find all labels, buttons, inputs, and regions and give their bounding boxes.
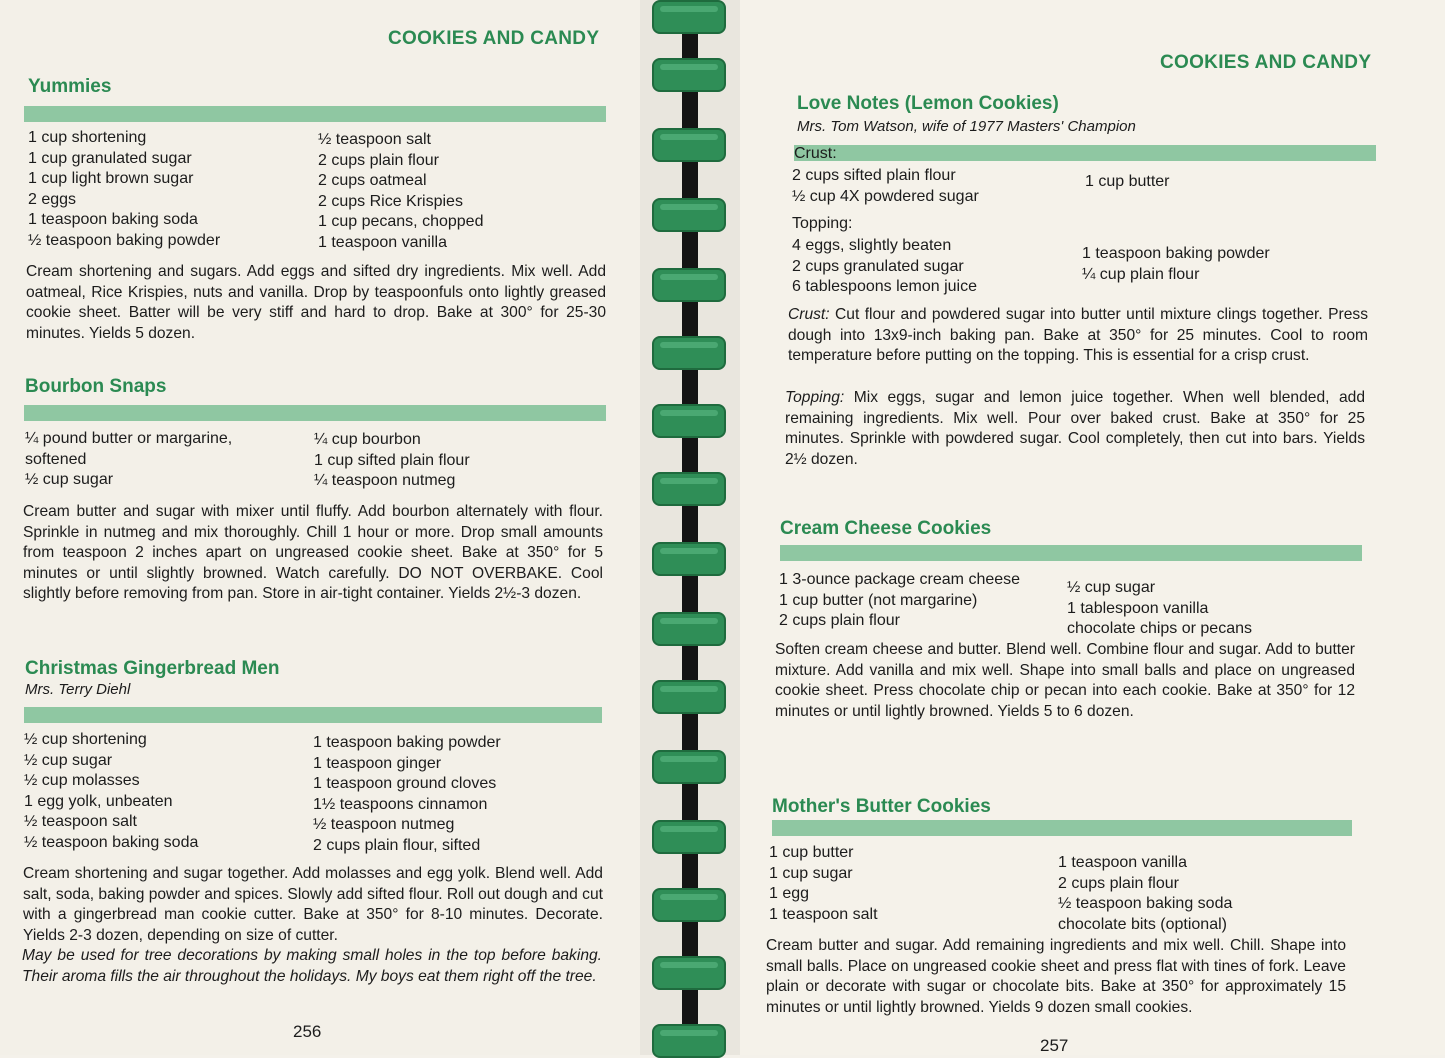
directions-text: Cut flour and powdered sugar into butter until mixture clings together. Press dough into 13x9-inch baking pan. Bake at 350° for 25 minutes. Cool to room temperature before putting on the topping. This is essential for a crisp crust. xyxy=(788,306,1368,364)
ingredient: 1 teaspoon baking powder xyxy=(313,734,501,751)
ingredient: ½ teaspoon baking powder xyxy=(28,231,221,249)
title-rule xyxy=(24,405,606,421)
ingredient: ½ teaspoon salt xyxy=(318,131,431,148)
ingredient: ½ cup shortening xyxy=(24,731,147,748)
ingredient: 2 eggs xyxy=(28,190,77,208)
ingredient: 4 eggs, slightly beaten xyxy=(792,237,952,254)
binding-ring xyxy=(652,472,726,506)
ingredient: 1 egg xyxy=(769,885,810,902)
directions-text: Mix eggs, sugar and lemon juice together. When well blended, add remaining ingredients. Mix well. Pour over baked crust. Bake at 350° for 25 minutes. Sprinkle with powdered sugar. Cool completely, then cut into bars. Yields 2½ dozen. xyxy=(785,389,1365,468)
ingredient: 2 cups granulated sugar xyxy=(792,257,964,275)
ingredient: 1 teaspoon baking powder xyxy=(1082,245,1270,262)
binding-ring xyxy=(652,750,726,784)
right-page xyxy=(740,0,1445,1055)
recipe-directions: Cream shortening and sugar together. Add molasses and egg yolk. Blend well. Add salt, soda, baking powder and spices. Slowly add sifted flour. Roll out dough and cut with a gingerbread man cookie cutter. Bake at 350° for 8-10 minutes. Decorate. Yields 2-3 dozen, depending on size of cutter. xyxy=(23,865,603,944)
ingredient: 2 cups plain flour, sifted xyxy=(313,836,481,854)
ingredient-list xyxy=(1067,578,1252,640)
binding-ring xyxy=(652,128,726,162)
ingredient: ¼ cup plain flour xyxy=(1082,265,1200,283)
recipe-directions xyxy=(788,305,1368,367)
binding-ring xyxy=(652,680,726,714)
recipe-title: Christmas Gingerbread Men xyxy=(25,658,280,679)
title-rule xyxy=(794,145,1376,161)
ingredient: chocolate chips or pecans xyxy=(1067,620,1252,637)
ingredient: 1 teaspoon ginger xyxy=(313,754,442,772)
binding-ring xyxy=(652,336,726,370)
ingredient-list xyxy=(25,429,232,491)
ingredient: 1 cup shortening xyxy=(28,129,147,146)
ingredient: 1 teaspoon baking soda xyxy=(28,211,198,228)
ingredient: 1½ teaspoons cinnamon xyxy=(313,795,488,813)
ingredient: 1 cup butter xyxy=(1085,173,1170,190)
page-number: 256 xyxy=(293,1022,322,1041)
recipe-title: Yummies xyxy=(28,76,112,97)
left-page xyxy=(0,0,640,1055)
recipe-directions: Cream butter and sugar with mixer until fluffy. Add bourbon alternately with flour. Sprinkle in nutmeg and mix thoroughly. Chill 1 hour or more. Drop small amounts from teaspoon 2 inches apart on ungreased cookie sheet. Bake at 350° for 5 minutes or until slightly browned. Watch carefully. DO NOT OVERBAKE. Cool slightly before removing from pan. Store in air-tight container. Yields 2½-3 dozen. xyxy=(23,503,603,602)
section-label: Topping: xyxy=(792,215,853,232)
ingredient: 1 3-ounce package cream cheese xyxy=(779,571,1021,588)
ingredient-list xyxy=(1085,172,1170,193)
binding-ring xyxy=(652,1024,726,1058)
ingredient: 1 teaspoon salt xyxy=(769,905,878,923)
ingredient-list xyxy=(779,570,1020,632)
ingredient-list xyxy=(24,730,198,853)
binding-ring xyxy=(652,612,726,646)
recipe-title: Mother's Butter Cookies xyxy=(772,796,991,817)
ingredient: 1 cup granulated sugar xyxy=(28,149,192,167)
ingredient: 1 cup sugar xyxy=(769,864,853,882)
ingredient-list xyxy=(28,128,220,251)
ingredient: 2 cups plain flour xyxy=(318,151,439,169)
recipe-author: Mrs. Terry Diehl xyxy=(25,681,131,698)
ingredient-list xyxy=(313,733,501,856)
ingredient: 1 cup pecans, chopped xyxy=(318,213,484,230)
ingredient: ½ teaspoon baking soda xyxy=(24,833,199,851)
ingredient-list xyxy=(314,430,470,492)
binding-ring xyxy=(652,820,726,854)
ingredient: 1 teaspoon ground cloves xyxy=(313,775,497,792)
binding-ring xyxy=(652,888,726,922)
ingredient: ½ cup sugar xyxy=(1067,579,1156,596)
recipe-directions: Soften cream cheese and butter. Blend well. Combine flour and sugar. Add to butter mixture. Add vanilla and mix well. Shape into small balls and place on ungreased cookie sheet. Press chocolate chip or pecan into each cookie. Bake at 350° for 12 minutes or until lightly browned. Yields 5 to 6 dozen. xyxy=(775,641,1355,720)
recipe-directions: Cream butter and sugar. Add remaining ingredients and mix well. Chill. Shape into small balls. Place on ungreased cookie sheet and press flat with tines of fork. Leave plain or decorate with sugar or chocolate bits. Bake at 350° for approximately 15 minutes or until lightly browned. Yields 9 dozen small cookies. xyxy=(766,937,1346,1016)
page-header: COOKIES AND CANDY xyxy=(1160,52,1372,73)
ingredient: 1 cup sifted plain flour xyxy=(314,451,470,469)
ingredient-list xyxy=(1082,244,1270,285)
ingredient: 1 egg yolk, unbeaten xyxy=(24,792,173,810)
binding-ring xyxy=(652,58,726,92)
ingredient: ½ cup 4X powdered sugar xyxy=(792,187,979,205)
binding-ring xyxy=(652,542,726,576)
ingredient: ½ cup sugar xyxy=(25,471,114,488)
page-header: COOKIES AND CANDY xyxy=(388,28,600,49)
binding-ring xyxy=(652,268,726,302)
ingredient: ¼ cup bourbon xyxy=(314,431,421,448)
title-rule xyxy=(772,820,1352,836)
ingredient: 1 cup butter xyxy=(769,844,854,861)
directions-label: Crust: xyxy=(788,306,830,323)
directions-label: Topping: xyxy=(785,389,845,406)
ingredient: 1 cup butter (not margarine) xyxy=(779,591,978,609)
ingredient-list xyxy=(769,843,878,925)
ingredient: ½ teaspoon salt xyxy=(24,813,137,830)
recipe-directions xyxy=(785,388,1365,470)
binding-ring xyxy=(652,0,726,34)
recipe-author: Mrs. Tom Watson, wife of 1977 Masters' Champion xyxy=(797,118,1136,135)
ingredient: 1 cup light brown sugar xyxy=(28,170,194,187)
ingredient: 1 tablespoon vanilla xyxy=(1067,599,1209,617)
ingredient: ½ cup molasses xyxy=(24,772,140,789)
ingredient: 2 cups Rice Krispies xyxy=(318,192,463,210)
ingredient: 1 teaspoon vanilla xyxy=(318,233,447,251)
recipe-note: May be used for tree decorations by making small holes in the top before baking. Their aroma fills the air throughout the holidays. My boys eat them right off the tree. xyxy=(22,947,602,985)
recipe-title: Love Notes (Lemon Cookies) xyxy=(797,93,1059,114)
ingredient: ¼ pound butter or margarine, xyxy=(25,430,233,447)
ingredient: softened xyxy=(25,450,87,468)
ingredient: ½ teaspoon nutmeg xyxy=(313,816,455,833)
recipe-title: Bourbon Snaps xyxy=(25,376,167,397)
binding-ring xyxy=(652,956,726,990)
binding-ring xyxy=(652,404,726,438)
ingredient: ½ teaspoon baking soda xyxy=(1058,895,1233,912)
title-rule xyxy=(780,545,1362,561)
ingredient: 2 cups sifted plain flour xyxy=(792,167,956,184)
ingredient: 2 cups plain flour xyxy=(1058,874,1179,892)
binding-ring xyxy=(652,198,726,232)
title-rule xyxy=(24,106,606,122)
ingredient-list xyxy=(792,166,979,207)
ingredient-list xyxy=(318,130,483,253)
title-rule xyxy=(24,707,602,723)
recipe-directions: Cream shortening and sugars. Add eggs and sifted dry ingredients. Mix well. Add oatmeal, Rice Krispies, nuts and vanilla. Drop by teaspoonfuls onto lightly greased cookie sheet. Batter will be very stiff and hard to drop. Bake at 300° for 25-30 minutes. Yields 5 dozen. xyxy=(26,263,606,342)
ingredient: 1 teaspoon vanilla xyxy=(1058,854,1187,871)
ingredient: ¼ teaspoon nutmeg xyxy=(314,472,456,489)
ingredient: chocolate bits (optional) xyxy=(1058,915,1227,933)
ingredient-list xyxy=(792,236,977,298)
ingredient: 2 cups plain flour xyxy=(779,612,900,629)
ingredient: 2 cups oatmeal xyxy=(318,172,427,189)
recipe-title: Cream Cheese Cookies xyxy=(780,518,992,539)
section-label: Crust: xyxy=(794,145,837,162)
ingredient: 6 tablespoons lemon juice xyxy=(792,278,978,295)
ingredient-list xyxy=(1058,853,1232,935)
page-number: 257 xyxy=(1040,1036,1069,1055)
ingredient: ½ cup sugar xyxy=(24,751,113,769)
